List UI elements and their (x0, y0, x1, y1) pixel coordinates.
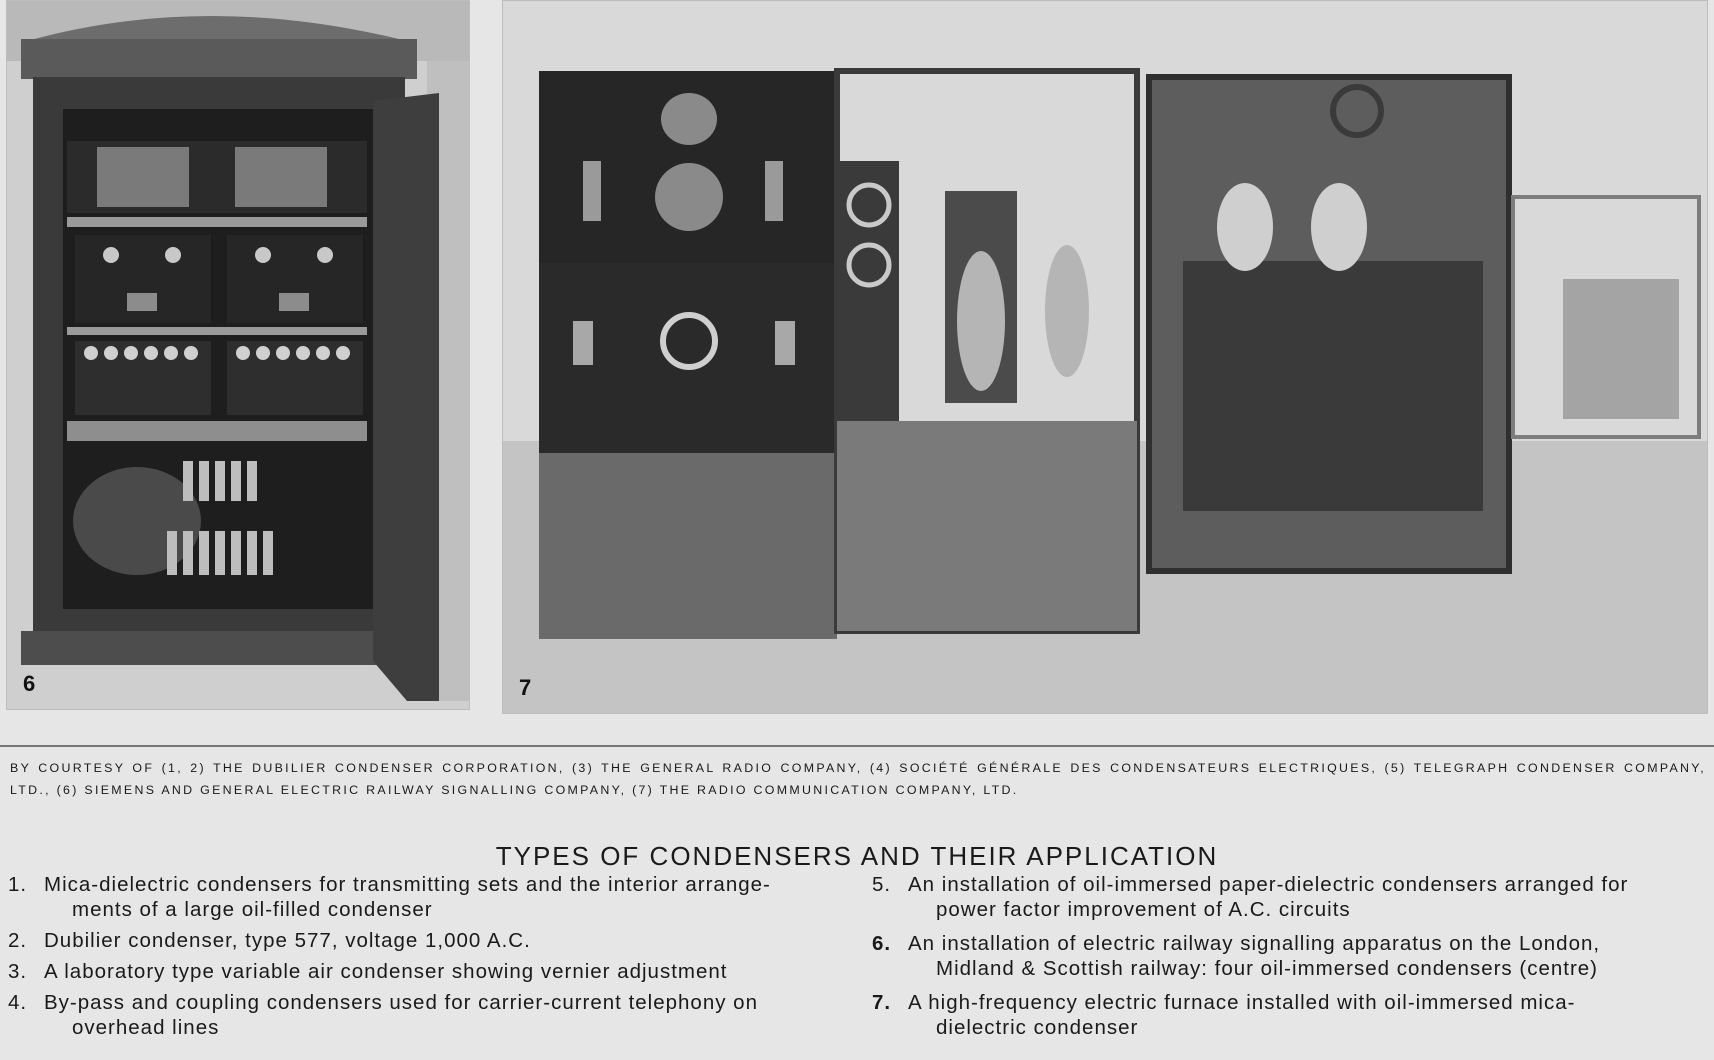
caption-number: 3. (8, 960, 28, 983)
caption-continuation: overhead lines (72, 1016, 220, 1039)
caption-item-5 (872, 872, 1698, 922)
caption-line: Dubilier condenser, type 577, voltage 1,000 A.C. (44, 929, 531, 952)
caption-number: 6. (872, 932, 892, 955)
furnace-illustration (503, 1, 1707, 713)
caption-item-3 (8, 959, 838, 984)
caption-list-right (872, 872, 1698, 1049)
caption-line: By-pass and coupling condensers used for carrier-current telephony on (44, 991, 758, 1014)
photo-7-furnace-installation (502, 0, 1708, 714)
caption-line: An installation of electric railway signalling apparatus on the London, (908, 932, 1601, 955)
credit-line: BY COURTESY OF (1, 2) THE DUBILIER CONDENSER CORPORATION, (3) THE GENERAL RADIO COMPANY, (4) SOCIÉTÉ GÉNÉRALE DES CONDENSATEURS ELECTRIQUES, (5) TELEGRAPH CONDENSER COMPANY, LTD., (6) SIEMENS AND GENERAL ELECTRIC RAILWAY SIGNALLING COMPANY, (7) THE RADIO COMMUNICATION COMPANY, LTD. (10, 761, 1706, 797)
caption-number: 2. (8, 929, 28, 952)
caption-item-6 (872, 931, 1698, 981)
caption-line: Mica-dielectric condensers for transmitting sets and the interior arrange- (44, 873, 771, 896)
cabinet-illustration (7, 1, 469, 709)
caption-item-1 (8, 872, 838, 922)
photo-6-signalling-cabinet (6, 0, 470, 710)
caption-item-4 (8, 990, 838, 1040)
caption-line: A high-frequency electric furnace installed with oil-immersed mica- (908, 991, 1576, 1014)
caption-continuation: dielectric condenser (936, 1016, 1139, 1039)
page-title: TYPES OF CONDENSERS AND THEIR APPLICATION (495, 841, 1219, 872)
caption-line: An installation of oil-immersed paper-dielectric condensers arranged for (908, 873, 1629, 896)
caption-list-left (8, 872, 838, 1046)
caption-number: 7. (872, 991, 892, 1014)
caption-continuation: Midland & Scottish railway: four oil-immersed condensers (centre) (936, 957, 1599, 980)
caption-continuation: ments of a large oil-filled condenser (72, 898, 433, 921)
caption-number: 1. (8, 873, 28, 896)
caption-number: 5. (872, 873, 892, 896)
divider-rule (0, 745, 1714, 747)
photo-7-number: 7 (519, 675, 532, 700)
caption-item-7 (872, 990, 1698, 1040)
photo-6-number: 6 (23, 671, 36, 696)
caption-line: A laboratory type variable air condenser showing vernier adjustment (44, 960, 728, 983)
caption-item-2 (8, 928, 838, 953)
caption-number: 4. (8, 991, 28, 1014)
caption-continuation: power factor improvement of A.C. circuits (936, 898, 1351, 921)
